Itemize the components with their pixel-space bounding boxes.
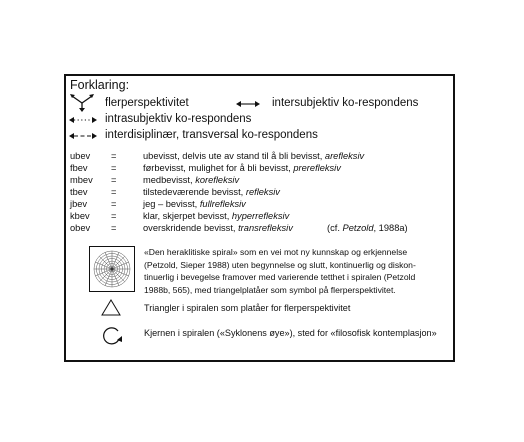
triangle-label: Triangler i spiralen som platåer for flerperspektivitet [144, 303, 351, 313]
three-way-arrows-icon [69, 94, 95, 112]
def-eq: = [111, 163, 117, 173]
def-abbr-fbev: fbev [70, 163, 88, 173]
double-arrow-dotted-icon [69, 115, 97, 125]
cyclone-eye-icon [101, 326, 123, 346]
citation: (cf. Petzold, 1988a) [327, 223, 408, 233]
def-text-ubev: ubevisst, delvis ute av stand til å bli bevisst, arefleksiv [143, 151, 365, 161]
def-eq: = [111, 199, 117, 209]
def-eq: = [111, 211, 117, 221]
cyclone-label: Kjernen i spiralen («Syklonens øye»), sted for «filosofisk kontemplasjon» [144, 328, 437, 338]
legend-label-intrasubjektiv: intrasubjektiv ko-respondens [105, 113, 252, 125]
heraclitic-spiral-icon [90, 247, 134, 291]
def-text-jbev: jeg – bevisst, fullrefleksiv [143, 199, 246, 209]
triangle-icon [101, 299, 121, 316]
def-text-kbev: klar, skjerpet bevisst, hyperrefleksiv [143, 211, 290, 221]
legend-label-intersubjektiv: intersubjektiv ko-respondens [272, 97, 419, 109]
legend-label-interdisiplinaer: interdisiplinær, transversal ko-respondens [105, 129, 318, 141]
def-eq: = [111, 223, 117, 233]
def-eq: = [111, 151, 117, 161]
def-abbr-tbev: tbev [70, 187, 88, 197]
def-text-fbev: førbevisst, mulighet for å bli bevisst, prerefleksiv [143, 163, 341, 173]
spiral-description: «Den heraklitiske spiral» som en vei mot ny kunnskap og erkjennelse (Petzold, Sieper 1988) uten begynnelse og slutt, kontinuerlig og diskon- tinuerlig i bevegelse framover med varierende tetthet i spiralen (Petzold 1988b, 565), med triangelplatåer som symbol på flerperspektivitet. [144, 247, 416, 295]
def-abbr-kbev: kbev [70, 211, 90, 221]
def-eq: = [111, 187, 117, 197]
double-arrow-dashed-icon [69, 131, 97, 141]
double-arrow-solid-icon [236, 99, 260, 109]
spiral-image-frame [89, 246, 135, 292]
def-abbr-ubev: ubev [70, 151, 91, 161]
def-text-mbev: medbevisst, korefleksiv [143, 175, 240, 185]
def-eq: = [111, 175, 117, 185]
legend-label-flerperspektivitet: flerperspektivitet [105, 97, 189, 109]
def-abbr-obev: obev [70, 223, 91, 233]
def-text-obev: overskridende bevisst, transrefleksiv [143, 223, 293, 233]
legend-heading: Forklaring: [70, 78, 130, 92]
def-abbr-mbev: mbev [70, 175, 93, 185]
def-text-tbev: tilstedeværende bevisst, refleksiv [143, 187, 280, 197]
def-abbr-jbev: jbev [70, 199, 88, 209]
